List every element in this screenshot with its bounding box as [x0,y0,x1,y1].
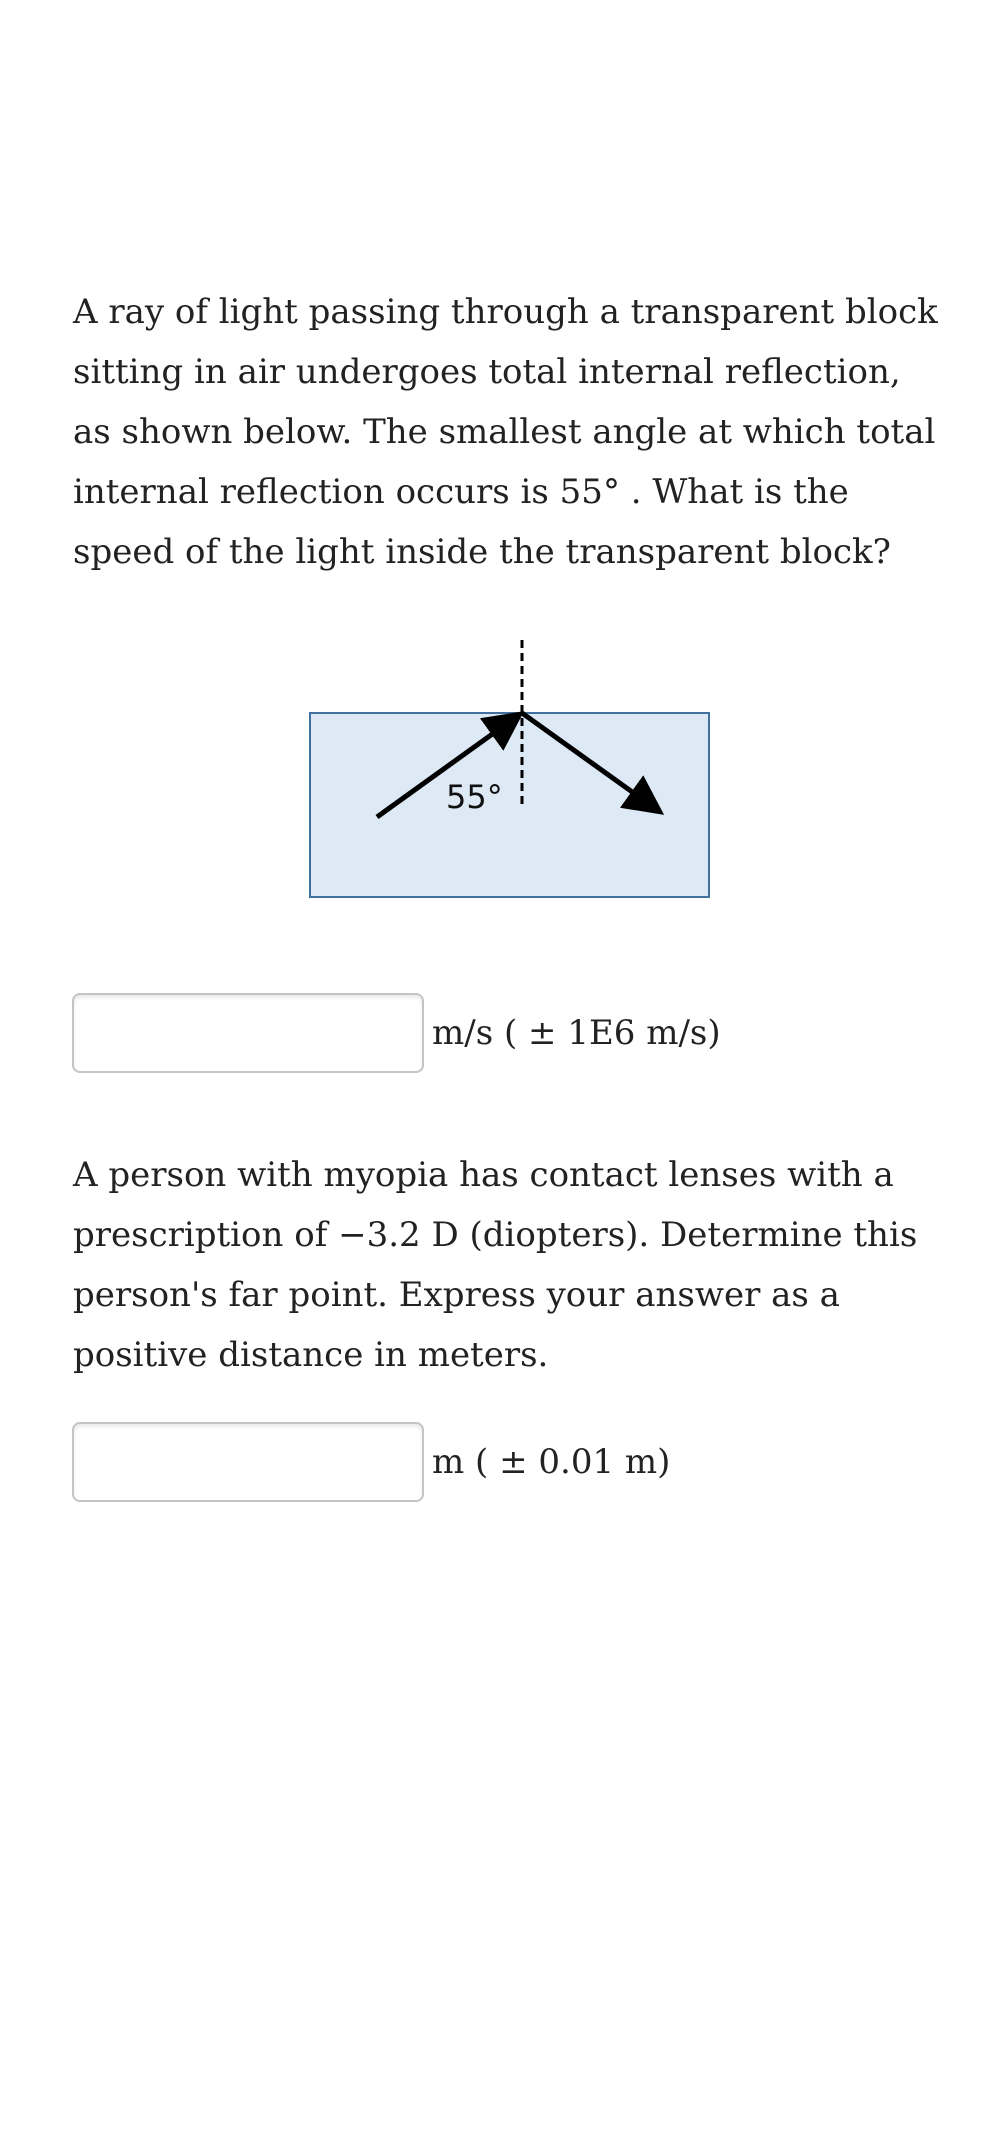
angle-label: 55° [446,778,503,816]
speed-answer-input[interactable] [72,993,424,1073]
unit-label: m/s ( ± 1E6 m/s) [432,1013,721,1053]
total-internal-reflection-diagram [0,0,986,950]
answer-row-1 [72,993,721,1073]
unit-label: m ( ± 0.01 m) [432,1442,671,1482]
answer-row-2 [72,1422,670,1502]
far-point-answer-input[interactable] [72,1422,424,1502]
question-2-text: A person with myopia has contact lenses with a prescription of −3.2 D (diopters). Determine this person's far point. Express your answer as a positive distance in meters. [73,1155,918,1375]
question-1-text: A ray of light passing through a transparent block sitting in air undergoes total internal reflection, as shown below. The smallest angle at which total internal reflection occurs is 55° . What is the speed of the light inside the transparent block? [73,292,938,572]
